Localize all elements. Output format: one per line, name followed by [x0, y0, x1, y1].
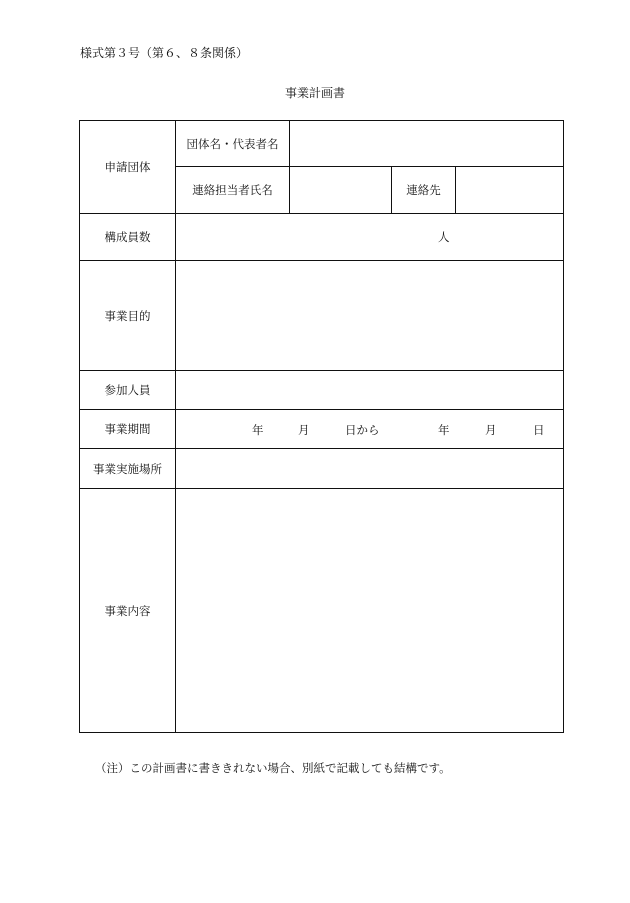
contact-info-label: 連絡先 [392, 167, 456, 214]
business-plan-table [79, 120, 564, 733]
participants-label: 参加人員 [80, 371, 176, 410]
contact-person-field[interactable] [290, 167, 392, 214]
footnote: （注）この計画書に書ききれない場合、別紙で記載しても結構です。 [95, 761, 451, 775]
participants-field[interactable] [176, 371, 564, 410]
purpose-field[interactable] [176, 261, 564, 371]
purpose-label: 事業目的 [80, 261, 176, 371]
member-count-label: 構成員数 [80, 214, 176, 261]
period-month-2: 月 [485, 423, 497, 437]
content-field[interactable] [176, 489, 564, 733]
contact-person-label: 連絡担当者氏名 [176, 167, 290, 214]
period-year-1: 年 [252, 423, 264, 437]
contact-info-field[interactable] [456, 167, 564, 214]
document-title: 事業計画書 [284, 86, 345, 100]
venue-label: 事業実施場所 [80, 449, 176, 489]
period-day-2: 日 [533, 423, 545, 437]
period-day-from: 日から [345, 423, 380, 437]
venue-field[interactable] [176, 449, 564, 489]
member-unit: 人 [438, 230, 450, 244]
content-label: 事業内容 [80, 489, 176, 733]
member-count-field[interactable] [176, 214, 564, 261]
group-rep-name-label: 団体名・代表者名 [176, 121, 290, 167]
period-label: 事業期間 [80, 410, 176, 449]
applicant-group-label: 申請団体 [80, 121, 176, 214]
period-month-1: 月 [298, 423, 310, 437]
period-field[interactable] [176, 410, 564, 449]
period-year-2: 年 [438, 423, 450, 437]
form-number: 様式第３号（第６、８条関係） [80, 46, 249, 60]
group-rep-name-field[interactable] [290, 121, 564, 167]
